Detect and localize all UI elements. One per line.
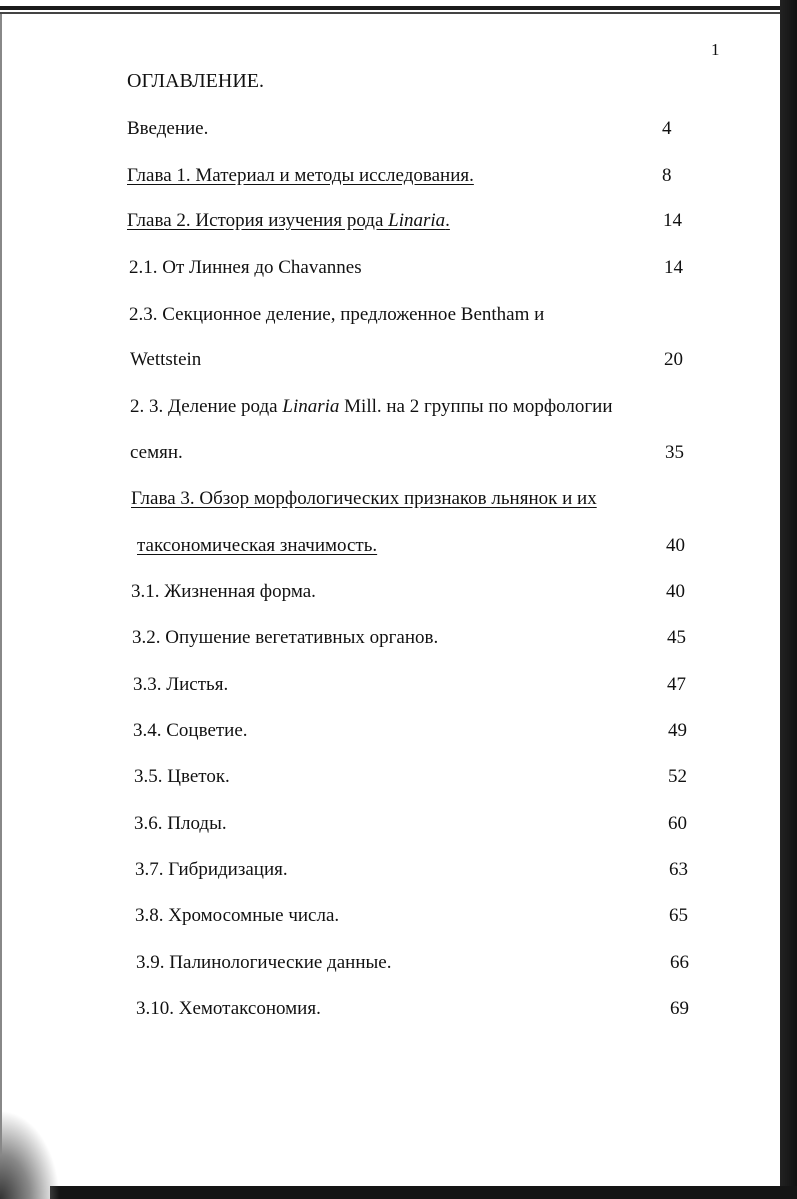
toc-entry-chapter-1: Глава 1. Материал и методы исследования. (127, 165, 474, 186)
toc-page-number: 45 (667, 627, 686, 648)
toc-page-number: 40 (666, 535, 685, 556)
toc-entry-genus: Linaria (388, 210, 446, 231)
scan-shadow-corner (0, 1110, 60, 1199)
toc-entry-2-3-line1: 2.3. Секционное деление, предложенное Bentham и (129, 304, 545, 325)
toc-page-number: 63 (669, 859, 688, 880)
toc-entry-genus: Linaria (282, 396, 340, 417)
toc-entry-3-1: 3.1. Жизненная форма. (131, 581, 316, 602)
toc-page-number: 8 (662, 165, 672, 186)
toc-entry-introduction: Введение. (127, 118, 209, 139)
toc-page-number: 66 (670, 952, 689, 973)
page-number: 1 (711, 40, 720, 59)
toc-page-number: 65 (669, 905, 688, 926)
toc-entry-chapter-3-line1: Глава 3. Обзор морфологических признаков льнянок и их (131, 488, 597, 509)
toc-entry-3-7: 3.7. Гибридизация. (135, 859, 288, 880)
toc-page-number: 49 (668, 720, 687, 741)
toc-entry-3-9: 3.9. Палинологические данные. (136, 952, 392, 973)
toc-entry-2-3-seeds-line2: семян. (130, 442, 183, 463)
toc-entry-2-3-seeds-line1 (130, 396, 613, 418)
scan-border-bottom (50, 1186, 797, 1199)
toc-entry-3-4: 3.4. Соцветие. (133, 720, 248, 741)
toc-entry-3-10: 3.10. Хемотаксономия. (136, 998, 321, 1019)
toc-page-number: 4 (662, 118, 672, 139)
toc-entry-text: 2. 3. Деление рода (130, 396, 283, 417)
scan-border-right (780, 0, 797, 1199)
toc-entry-3-6: 3.6. Плоды. (134, 813, 227, 834)
toc-page-number: 14 (664, 257, 683, 278)
toc-entry-2-1: 2.1. От Линнея до Chavannes (129, 257, 362, 278)
toc-page-number: 60 (668, 813, 687, 834)
toc-page-number: 47 (667, 674, 686, 695)
toc-entry-3-3: 3.3. Листья. (133, 674, 229, 695)
toc-entry-2-3-line2: Wettstein (130, 349, 202, 370)
toc-entry-3-8: 3.8. Хромосомные числа. (135, 905, 340, 926)
toc-page-number: 20 (664, 349, 683, 370)
toc-page-number: 52 (668, 766, 687, 787)
toc-page-number: 40 (666, 581, 685, 602)
scan-border-top (0, 6, 797, 10)
toc-entry-text: Mill. на 2 группы по морфологии (339, 396, 613, 417)
toc-entry-text: Глава 2. История изучения рода (127, 210, 389, 231)
toc-entry-3-2: 3.2. Опушение вегетативных органов. (132, 627, 439, 648)
toc-entry-chapter-3-line2: таксономическая значимость. (137, 535, 378, 556)
toc-page-number: 69 (670, 998, 689, 1019)
toc-page-number: 14 (663, 210, 682, 231)
scan-border-left (0, 14, 2, 1199)
toc-page-number: 35 (665, 442, 684, 463)
toc-entry-text: . (445, 210, 450, 231)
toc-entry-chapter-2 (127, 210, 450, 232)
toc-entry-3-5: 3.5. Цветок. (134, 766, 230, 787)
page-title: ОГЛАВЛЕНИЕ. (127, 70, 264, 92)
scan-border-top-inner (0, 12, 797, 14)
